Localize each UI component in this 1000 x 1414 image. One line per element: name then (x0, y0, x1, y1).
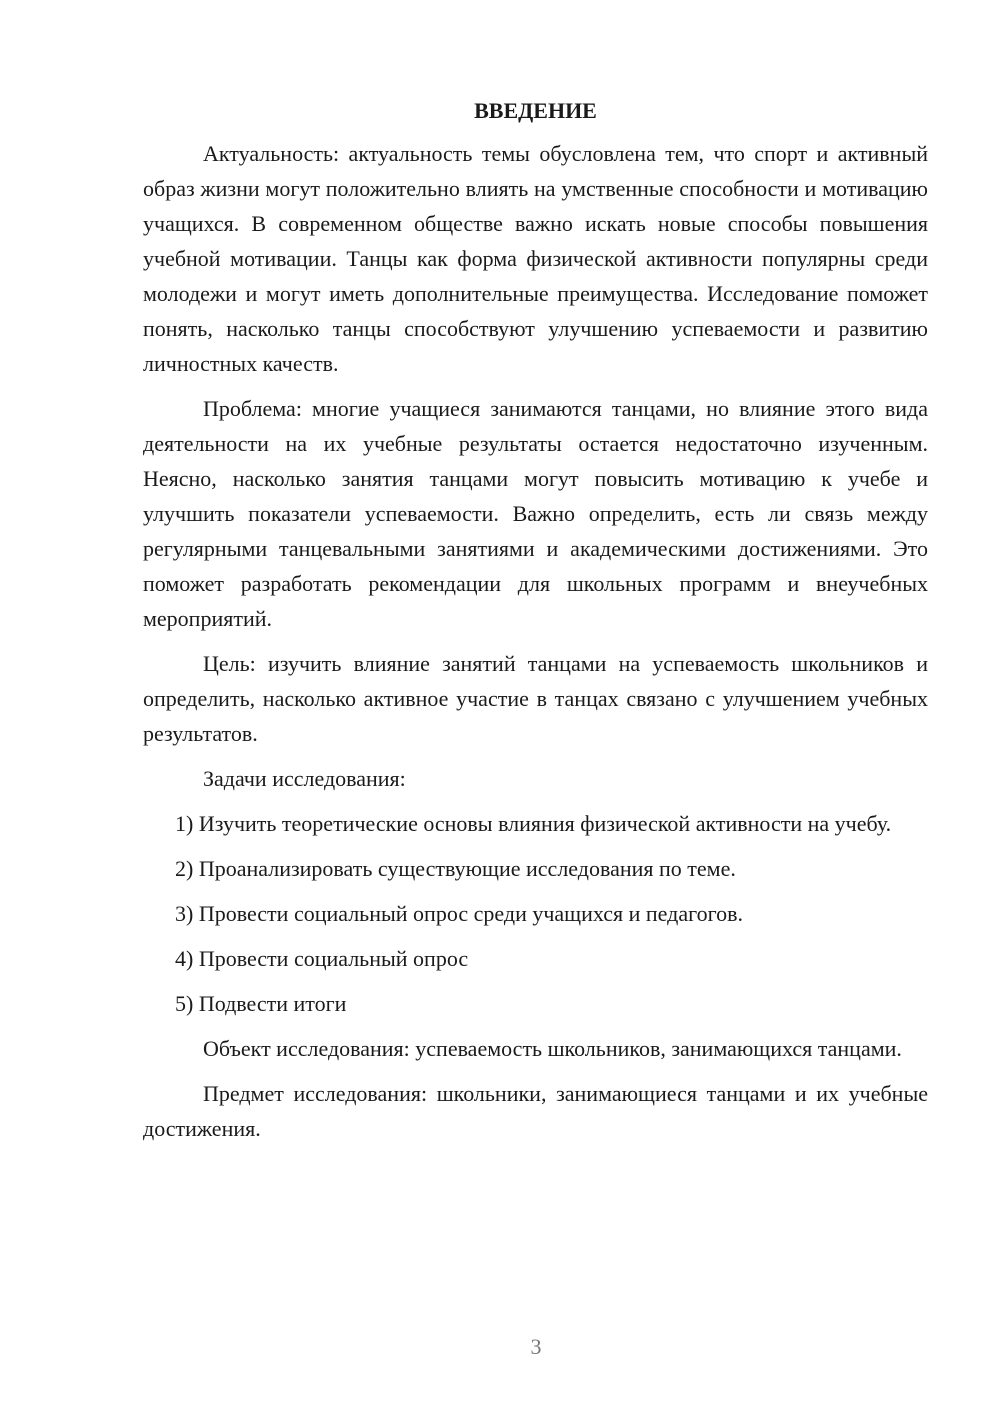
task-item-1: 1) Изучить теоретические основы влияния физической активности на учебу. (175, 811, 892, 836)
subject-paragraph: Предмет исследования: школьники, занимающиеся танцами и их учебные достижения. (143, 1081, 928, 1141)
task-item-3: 3) Провести социальный опрос среди учащихся и педагогов. (175, 901, 743, 926)
problem-paragraph: Проблема: многие учащиеся занимаются танцами, но влияние этого вида деятельности на их учебные результаты остается недостаточно изученным. Неясно, насколько занятия танцами могут повысить мотивацию к учебе и улучшить показатели успеваемости. Важно определить, есть ли связь между регулярными танцевальными занятиями и академическими достижениями. Это поможет разработать рекомендации для школьных программ и внеучебных мероприятий. (143, 396, 928, 631)
task-item-2: 2) Проанализировать существующие исследования по теме. (175, 856, 736, 881)
object-paragraph: Объект исследования: успеваемость школьников, занимающихся танцами. (203, 1036, 902, 1061)
tasks-title: Задачи исследования: (203, 766, 406, 791)
document-page (143, 96, 928, 1156)
relevance-paragraph: Актуальность: актуальность темы обусловлена тем, что спорт и активный образ жизни могут положительно влиять на умственные способности и мотивацию учащихся. В современном обществе важно искать новые способы повышения учебной мотивации. Танцы как форма физической активности популярны среди молодежи и могут иметь дополнительные преимущества. Исследование поможет понять, насколько танцы способствуют улучшению успеваемости и развитию личностных качеств. (143, 141, 928, 376)
task-item-4: 4) Провести социальный опрос (175, 946, 469, 971)
page-number: 3 (530, 1334, 542, 1359)
section-heading: ВВЕДЕНИЕ (474, 98, 597, 123)
task-item-5: 5) Подвести итоги (175, 991, 347, 1016)
goal-paragraph: Цель: изучить влияние занятий танцами на успеваемость школьников и определить, насколько активное участие в танцах связано с улучшением учебных результатов. (143, 651, 928, 746)
